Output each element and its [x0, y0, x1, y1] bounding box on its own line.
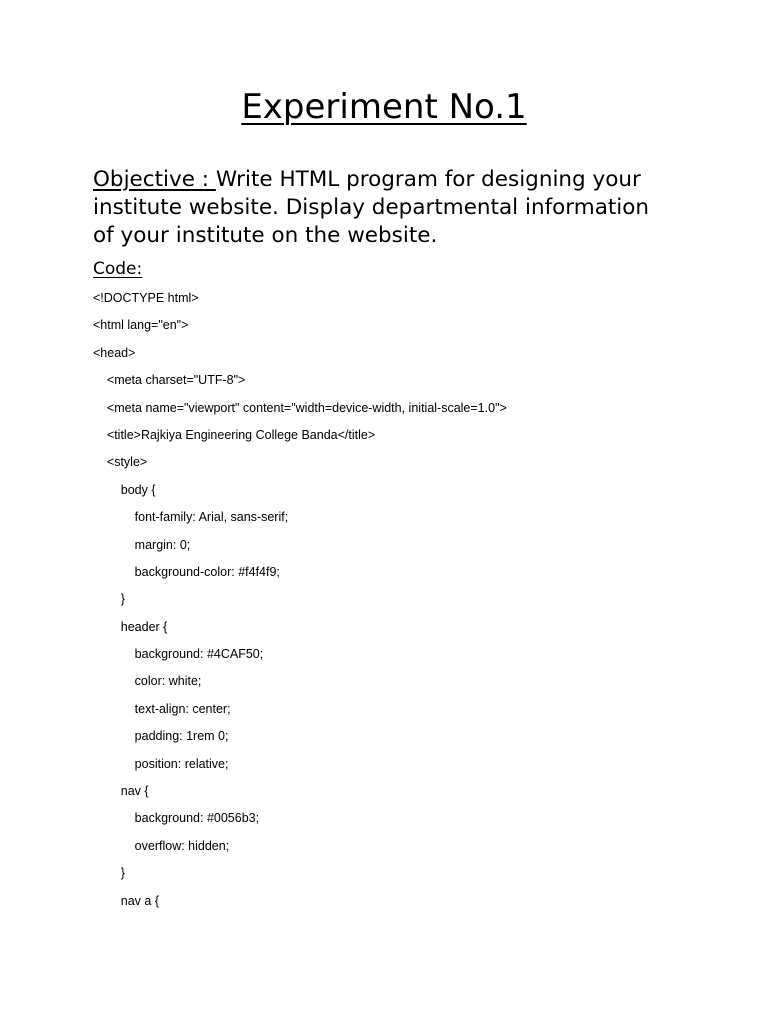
code-line: text-align: center;: [93, 701, 231, 716]
code-line: <html lang="en">: [93, 318, 189, 333]
code-line: <!DOCTYPE html>: [93, 291, 199, 305]
code-line: <head>: [93, 345, 136, 360]
code-block: [93, 288, 713, 918]
code-line: position: relative;: [93, 756, 229, 771]
code-line: nav {: [93, 784, 149, 799]
code-line: margin: 0;: [93, 537, 191, 552]
code-line: color: white;: [93, 674, 202, 689]
code-line: <style>: [93, 455, 148, 470]
code-line: nav a {: [93, 893, 160, 908]
code-line: }: [93, 592, 125, 607]
objective-text: Write HTML program for designing your institute website. Display departmental information of your institute on the website.: [93, 167, 650, 248]
code-line: <meta charset="UTF-8">: [93, 373, 246, 388]
code-line: }: [93, 866, 125, 881]
objective-label: Objective :: [93, 167, 216, 192]
code-line: background-color: #f4f4f9;: [93, 564, 280, 579]
code-line: <meta name="viewport" content="width=device-width, initial-scale=1.0">: [93, 400, 507, 415]
code-line: background: #4CAF50;: [93, 647, 264, 662]
code-line: overflow: hidden;: [93, 838, 230, 853]
page-title: Experiment No.1: [241, 87, 527, 127]
code-line: background: #0056b3;: [93, 811, 260, 826]
objective-paragraph: [93, 166, 673, 250]
code-line: header {: [93, 619, 168, 634]
code-line: <title>Rajkiya Engineering College Banda</title>: [93, 427, 376, 442]
code-line: padding: 1rem 0;: [93, 729, 229, 744]
code-line: font-family: Arial, sans-serif;: [93, 510, 289, 525]
code-line: body {: [93, 482, 156, 497]
code-heading: Code:: [93, 259, 143, 279]
